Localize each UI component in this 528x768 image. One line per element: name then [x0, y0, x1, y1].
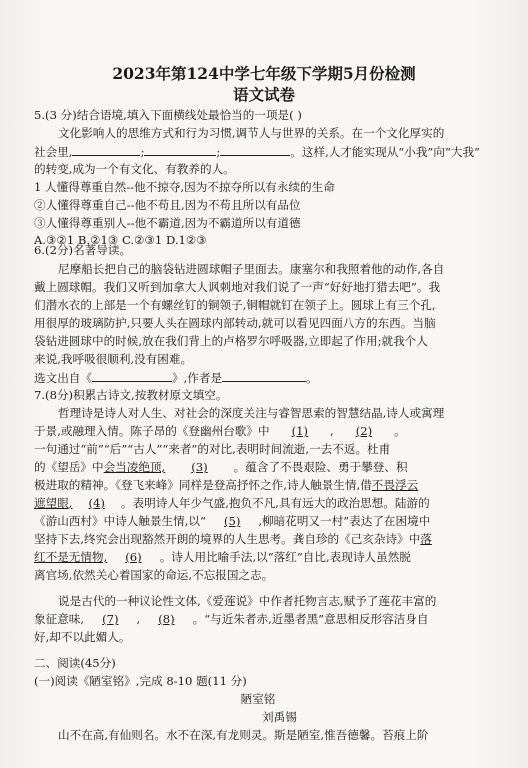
q6-passage-line: 来说,我呼吸很顺利,没有困难。 — [34, 352, 193, 366]
q5-paragraph-line: 社会里, ; ; 。这样,人才能实现从“小我”向“大我” — [34, 145, 480, 159]
q7-text-line: 的《望岳》中会当凌绝顶, (3) 。蕴含了不畏艰险、勇于攀登、积 — [34, 460, 408, 474]
q6-passage-line: 用很厚的玻璃防护,只要人头在圆球内部转动,就可以看见四面八方的东西。当脑 — [34, 316, 436, 330]
poem-line-underlined: 遮望眼, — [34, 496, 73, 510]
q7-text-line: 坚持下去,终究会出现豁然开朗的境界的人生思考。龚自珍的《己亥杂诗》中落 — [34, 532, 432, 546]
q7-text-line: 离官场,依然关心着国家的命运,不忘报国之志。 — [34, 568, 274, 582]
reading-subheading: (一)阅读《陋室铭》,完成 8-10 题(11 分) — [34, 674, 247, 688]
author-blank[interactable] — [222, 370, 306, 382]
q7-text-line: 一句通过“前”“后”“古人”“来者”的对比,表明时间流逝,一去不返。杜甫 — [34, 442, 391, 456]
q6-passage-line: 们潜水衣的上部是一个有螺丝钉的铜领子,铜帽就钉在领子上。圆球上有三个孔, — [34, 298, 436, 312]
poem-line-underlined: 落 — [420, 532, 432, 546]
q5-paragraph-line: 文化影响人的思维方式和行为习惯,调节人与世界的关系。在一个文化厚实的 — [58, 126, 445, 140]
q7-text-line: 极进取的精神。《登飞来峰》同样是登高抒怀之作,诗人触景生情,借不畏浮云 — [34, 478, 419, 492]
q5-option-3: ③人懂得尊重别人--他不霸道,因为不霸道所以有道德 — [34, 216, 301, 230]
q6-passage-line: 戴上圆球帽。我们又听到加拿大人讽刺地对我们说了一声“好好地打猎去吧”。我 — [34, 280, 441, 294]
blank-4[interactable]: (4) — [88, 496, 105, 510]
poem-text-line: 山不在高,有仙则名。水不在深,有龙则灵。斯是陋室,惟吾德馨。苔痕上阶 — [58, 728, 429, 742]
q7-text-line: 说是古代的一种议论性文体,《爱莲说》中作者托物言志,赋予了莲花丰富的 — [58, 594, 437, 608]
blank-1[interactable]: (1) — [291, 424, 308, 438]
answer-blank[interactable] — [144, 144, 216, 156]
poem-line-underlined: 会当凌绝顶, — [103, 460, 166, 474]
blank-8[interactable]: (8) — [158, 612, 175, 626]
blank-3[interactable]: (3) — [191, 460, 208, 474]
q7-text-line: 于景,或融理入情。陈子昂的《登幽州台歌》中 (1) , (2) 。 — [34, 424, 406, 438]
q7-text-line: 哲理诗是诗人对人生、对社会的深度关注与睿智思索的智慧结晶,诗人或寓理 — [58, 406, 445, 420]
poem-title: 陋室铭 — [240, 692, 276, 706]
q7-text-line: 遮望眼, (4) 。表明诗人年少气盛,抱负不凡,具有远大的政治思想。陆游的 — [34, 496, 430, 510]
q5-stem: 5.(3 分)结合语境,填入下面横线处最恰当的一项是( ) — [34, 108, 302, 122]
q7-text-line: 好,却不以此媚人。 — [34, 630, 131, 644]
blank-7[interactable]: (7) — [102, 612, 119, 626]
poem-line-underlined: 不畏浮云 — [371, 478, 419, 492]
q6-passage-line: 尼摩船长把自己的脑袋钻进圆球帽子里面去。康塞尔和我照着他的动作,各自 — [58, 262, 445, 276]
q6-answer-line: 选文出自《 》,作者是 。 — [34, 371, 318, 385]
q7-text-line: 红不是无情物, (6) 。诗人用比喻手法,以“落红”自比,表现诗人虽然脱 — [34, 550, 411, 564]
answer-blank[interactable] — [72, 144, 140, 156]
book-title-blank[interactable] — [92, 370, 172, 382]
blank-2[interactable]: (2) — [355, 424, 373, 438]
q5-option-2: ②人懂得尊重自己--他不苟且,因为不苟且所以有品位 — [34, 198, 301, 212]
q7-text-line: 《游山西村》中诗人触景生情,以“ (5) ,柳暗花明又一村”表达了在困境中 — [34, 514, 431, 528]
poem-line-underlined: 红不是无情物, — [34, 550, 108, 564]
q7-text-line: 象征意味, (7) , (8) 。“与近朱者赤,近墨者黑”意思相反形容洁身自 — [34, 612, 429, 626]
q5-choices: A.③②1 B.②1③ C.②③1 D.1②③ — [34, 233, 207, 247]
q6-passage-line: 袋钻进圆球中的时候,放在我们背上的卢格罗尔呼吸器,立即起了作用;就我个人 — [34, 334, 428, 348]
blank-6[interactable]: (6) — [125, 550, 142, 564]
answer-blank[interactable] — [220, 144, 290, 156]
q5-option-1: 1 人懂得尊重自然--他不掠夺,因为不掠夺所以有永续的生命 — [34, 180, 335, 194]
blank-5[interactable]: (5) — [223, 514, 241, 528]
q5-paragraph-line: 的转变,成为一个有文化、有教养的人。 — [34, 162, 235, 176]
q7-stem: 7.(8分)积累古诗文,按教材原文填空。 — [34, 388, 228, 402]
q6-stem: 6.(2分)名著导读。 — [34, 243, 132, 257]
reading-section-heading: 二、阅读(45分) — [34, 656, 116, 670]
exam-title: 2023年第124中学七年级下学期5月份检测 — [112, 64, 416, 83]
exam-subtitle: 语文试卷 — [232, 85, 295, 104]
poem-author: 刘禹锡 — [262, 710, 297, 724]
